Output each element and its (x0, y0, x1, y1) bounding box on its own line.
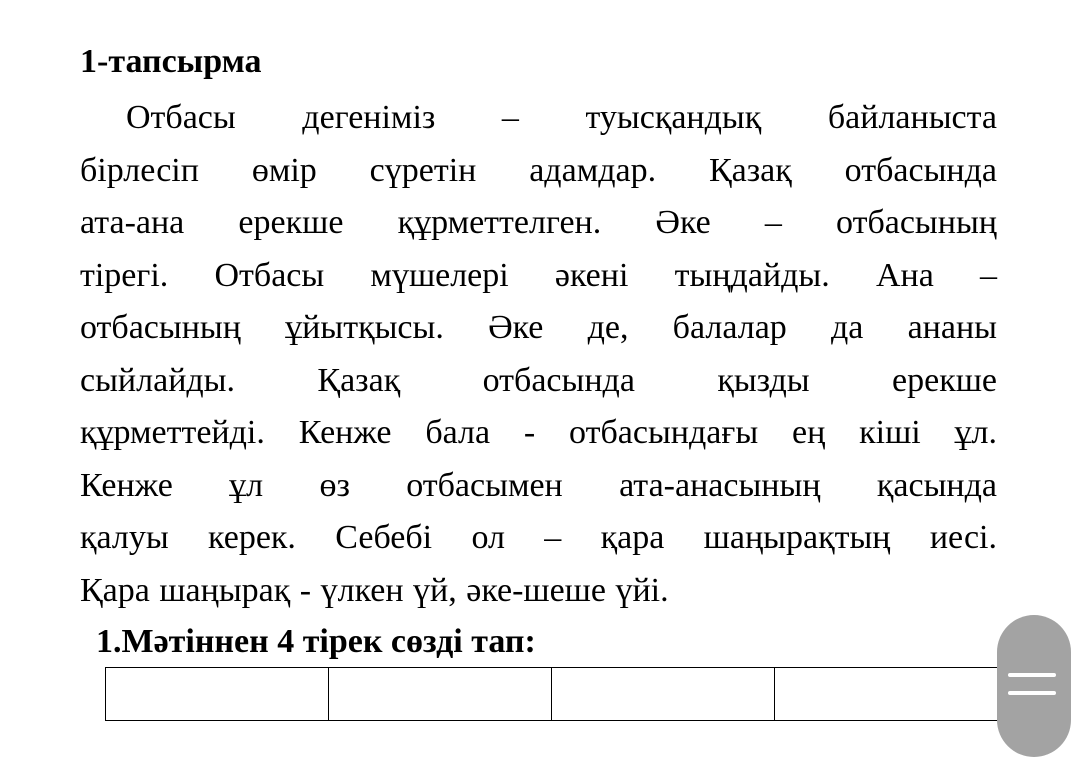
task-heading: 1-тапсырма (80, 43, 262, 80)
text-paragraph (80, 92, 997, 617)
paragraph-line: ата-ана ерекше құрметтелген. Әке – отбасының (80, 204, 997, 241)
grip-line (1008, 673, 1056, 677)
paragraph-line: бірлесіп өмір сүретін адамдар. Қазақ отбасында (80, 151, 997, 189)
task-question: 1.Мәтіннен 4 тірек сөзді тап: (96, 623, 536, 660)
answer-table (105, 667, 998, 721)
answer-cell-1[interactable] (106, 668, 329, 721)
answer-cell-2[interactable] (329, 668, 552, 721)
paragraph-line: Кенже ұл өз отбасымен ата-анасының қасында (80, 466, 997, 504)
grip-line (1008, 691, 1056, 695)
scroll-handle[interactable] (997, 615, 1071, 757)
answer-cell-3[interactable] (552, 668, 775, 721)
paragraph-line: тірегі. Отбасы мүшелері әкені тыңдайды. Ана – (80, 256, 997, 294)
answer-cell-4[interactable] (775, 668, 998, 721)
paragraph-line: сыйлайды. Қазақ отбасында қызды ерекше (80, 361, 997, 399)
paragraph-line: қалуы керек. Себебі ол – қара шаңырақтың иесі. (80, 519, 997, 556)
paragraph-line: отбасының ұйытқысы. Әке де, балалар да ананы (80, 309, 997, 346)
paragraph-line: құрметтейді. Кенже бала - отбасындағы ең кіші ұл. (80, 414, 997, 451)
paragraph-line: Қара шаңырақ - үлкен үй, әке-шеше үйі. (80, 571, 669, 609)
answer-row (106, 668, 998, 721)
paragraph-line: Отбасы дегеніміз – туысқандық байланыста (126, 99, 997, 136)
